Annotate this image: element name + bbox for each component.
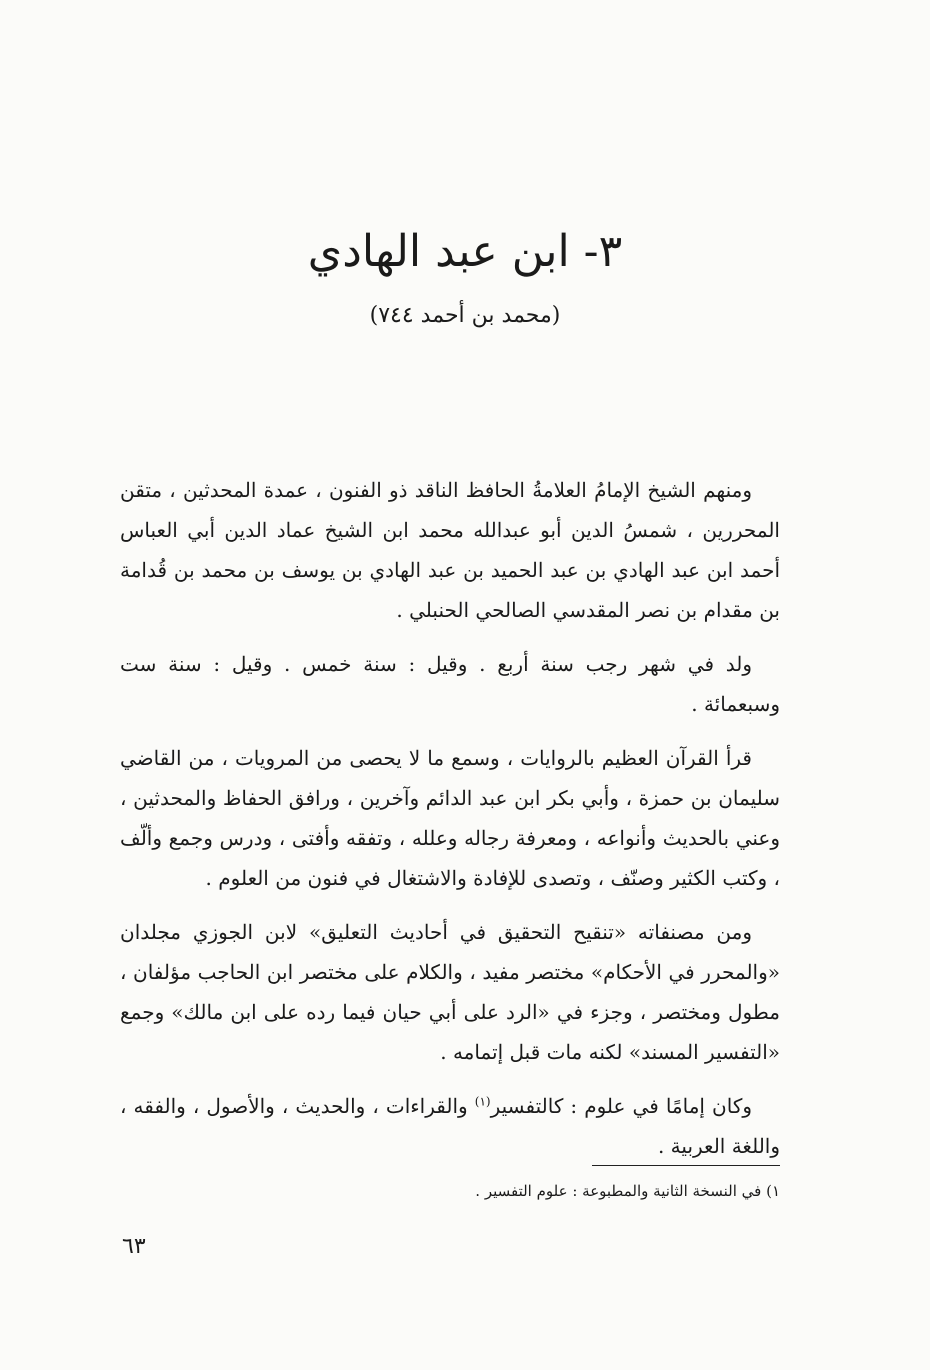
body-text [120, 470, 780, 1180]
paragraph-birth: ولد في شهر رجب سنة أربع . وقيل : سنة خمس . وقيل : سنة ست وسبعمائة . [120, 652, 780, 716]
footnote: ١) في النسخة الثانية والمطبوعة : علوم التفسير . [475, 1182, 780, 1200]
footnote-reference: (١) [474, 1094, 491, 1109]
chapter-heading: ٣- ابن عبد الهادي [307, 226, 623, 277]
paragraph-biography: ومنهم الشيخ الإمامُ العلامةُ الحافظ الناقد ذو الفنون ، عمدة المحدثين ، متقن المحررين ، شمسُ الدين أبو عبدالله محمد ابن الشيخ عماد الدين أبي العباس أحمد ابن عبد الهادي بن عبد الحميد بن عبد الهادي بن يوسف بن محمد بن قُدامة بن مقدام بن نصر المقدسي الصالحي الحنبلي . [120, 478, 780, 622]
paragraph-sciences [120, 1086, 780, 1166]
paragraph-sciences-start: وكان إمامًا في علوم : كالتفسير [490, 1094, 753, 1118]
paragraph-studies: قرأ القرآن العظيم بالروايات ، وسمع ما لا يحصى من المرويات ، من القاضي سليمان بن حمزة ، وأبي بكر ابن عبد الدائم وآخرين ، ورافق الحفاظ والمحدثين ، وعني بالحديث وأنواعه ، ومعرفة رجاله وعلله ، وتفقه وأفتى ، ودرس وجمع وألّف ، وكتب الكثير وصنّف ، وتصدى للإفادة والاشتغال في فنون من العلوم . [120, 746, 780, 890]
paragraph-sciences-end: والقراءات ، والحديث ، والأصول ، والفقه ، واللغة العربية . [120, 1094, 780, 1158]
paragraph-works: ومن مصنفاته «تنقيح التحقيق في أحاديث التعليق» لابن الجوزي مجلدان «والمحرر في الأحكام» مختصر مفيد ، والكلام على مختصر ابن الحاجب مؤلفان ، مطول ومختصر ، وجزء في «الرد على أبي حيان فيما رده على ابن مالك» وجمع «التفسير المسند» لكنه مات قبل إتمامه . [120, 920, 780, 1064]
page-number: ٦٣ [122, 1234, 146, 1259]
footnote-divider [592, 1165, 780, 1166]
chapter-subheading: (محمد بن أحمد ٧٤٤) [369, 303, 561, 328]
